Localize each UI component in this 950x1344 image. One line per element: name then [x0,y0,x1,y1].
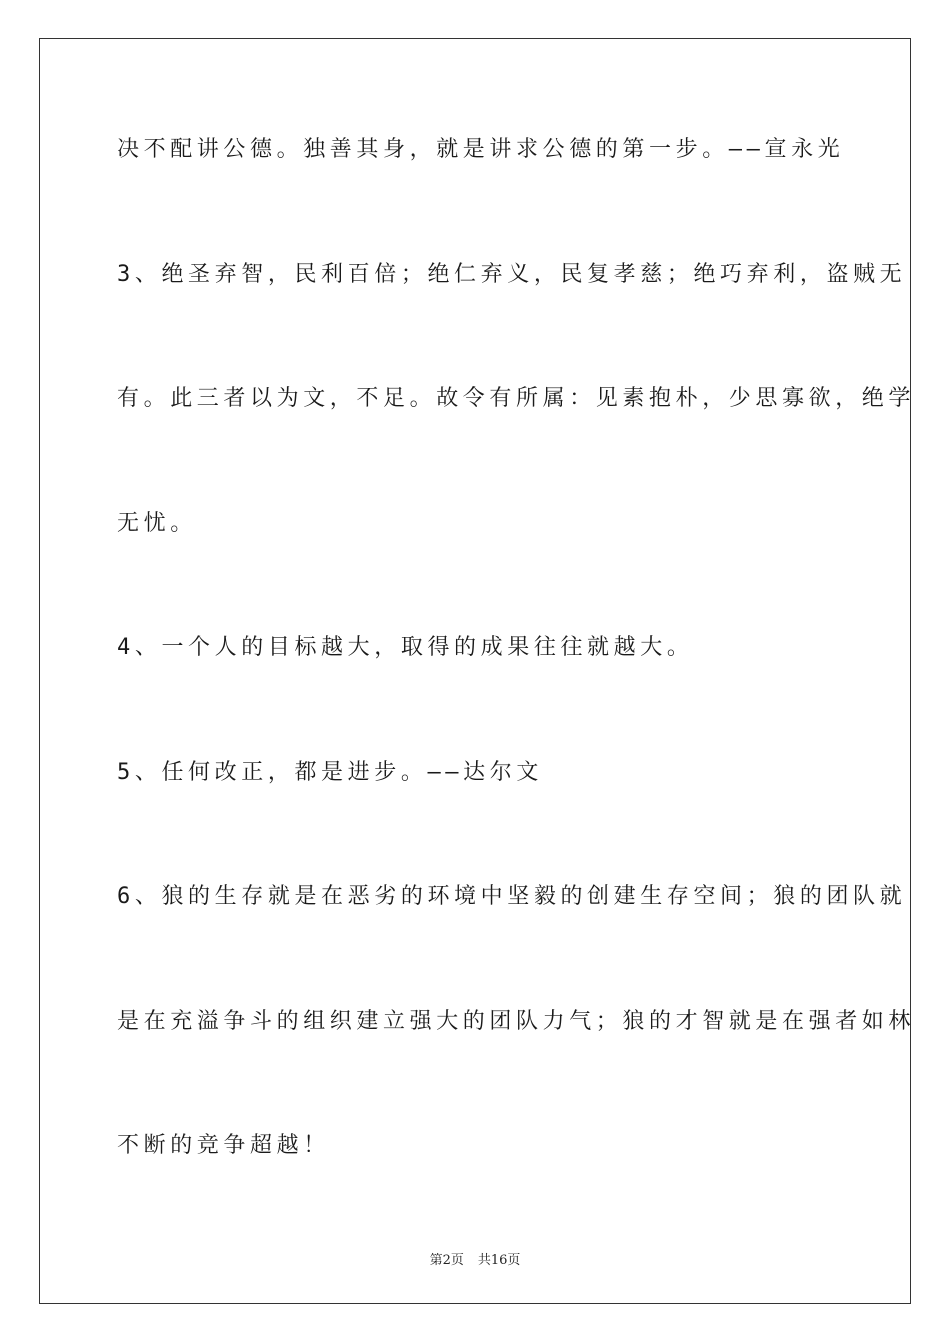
text-line-1: 决不配讲公德。独善其身，就是讲求公德的第一步。——宣永光 [117,137,845,162]
text-line-6: 5、任何改正，都是进步。——达尔文 [117,760,543,785]
text-line-9: 不断的竞争超越！ [117,1133,330,1158]
page-total: 共16页 [477,1253,521,1268]
text-line-5: 4、一个人的目标越大，取得的成果往往就越大。 [117,635,694,660]
page-footer [0,1249,950,1268]
text-line-3: 有。此三者以为文，不足。故令有所属：见素抱朴，少思寡欲，绝学 [117,386,916,411]
text-line-4: 无忧。 [117,511,197,536]
text-line-7: 6、狼的生存就是在恶劣的环境中坚毅的创建生存空间；狼的团队就 [117,884,907,909]
text-line-2: 3、绝圣弃智，民利百倍；绝仁弃义，民复孝慈；绝巧弃利，盗贼无 [117,262,907,287]
text-line-8: 是在充溢争斗的组织建立强大的团队力气；狼的才智就是在强者如林 [117,1009,916,1034]
page-border [39,38,911,1304]
page-number: 第2页 [429,1253,464,1268]
